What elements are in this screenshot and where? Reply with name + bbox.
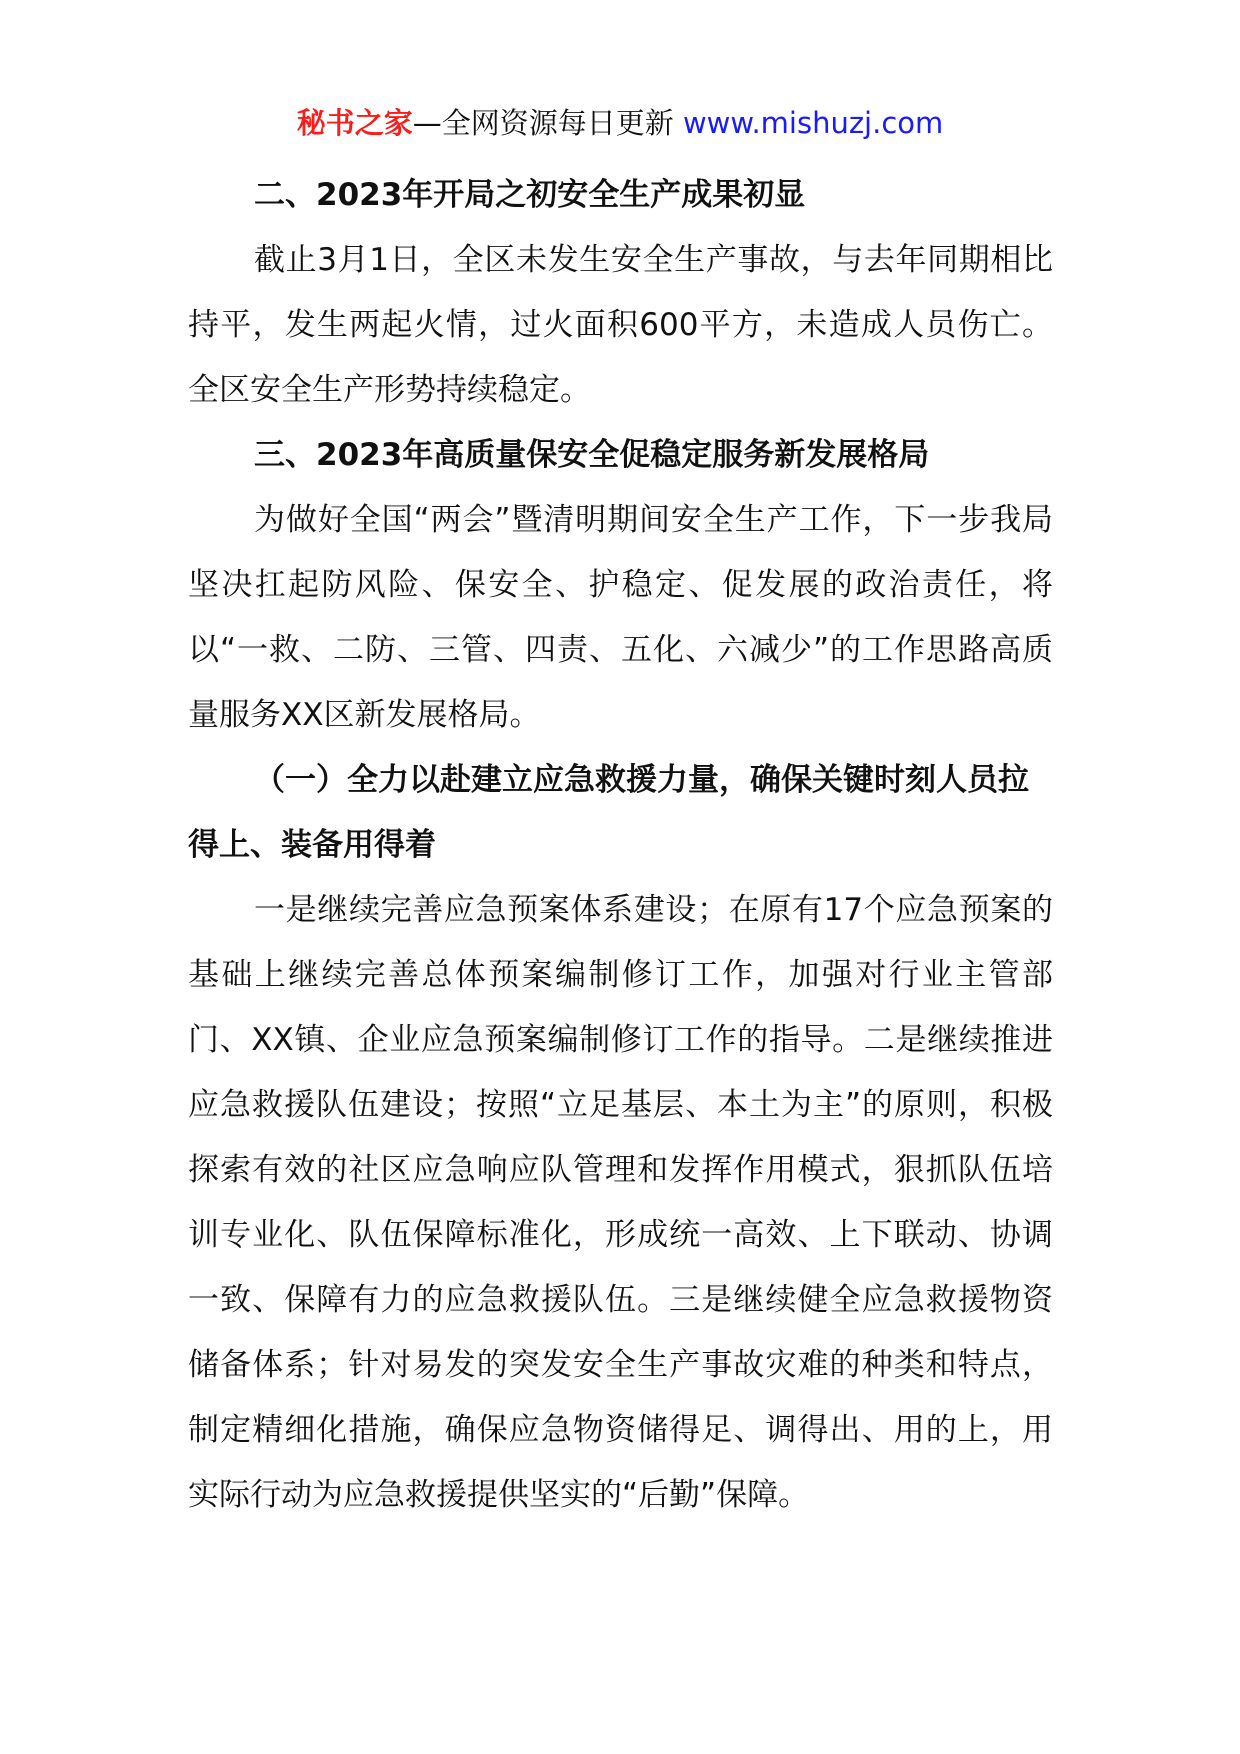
header-tagline: —全网资源每日更新 xyxy=(412,106,683,140)
brand-name: 秘书之家 xyxy=(296,106,413,140)
section-heading-3: 三、2023年高质量保安全促稳定服务新发展格局 xyxy=(254,437,930,473)
section-heading-2: 二、2023年开局之初安全生产成果初显 xyxy=(254,177,806,213)
paragraph-3: 为做好全国“两会”暨清明期间安全生产工作，下一步我局坚决扛起防风险、保安全、护稳定、促发展的政治责任，将以“一救、二防、三管、四责、五化、六减少”的工作思路高质量服务XX区新发展格局。 xyxy=(188,502,1053,733)
paragraph-2: 截止3月1日，全区未发生安全生产事故，与去年同期相比持平，发生两起火情，过火面积600平方，未造成人员伤亡。全区安全生产形势持续稳定。 xyxy=(188,242,1053,408)
website-link[interactable]: www.mishuzj.com xyxy=(682,106,944,140)
page-header xyxy=(0,102,1240,144)
subsection-heading-3-1: （一）全力以赴建立应急救援力量，确保关键时刻人员拉得上、装备用得着 xyxy=(188,762,1029,863)
document-body xyxy=(188,163,1053,1528)
paragraph-3-1: 一是继续完善应急预案体系建设；在原有17个应急预案的基础上继续完善总体预案编制修订工作，加强对行业主管部门、XX镇、企业应急预案编制修订工作的指导。二是继续推进应急救援队伍建设；按照“立足基层、本土为主”的原则，积极探索有效的社区应急响应队管理和发挥作用模式，狠抓队伍培训专业化、队伍保障标准化，形成统一高效、上下联动、协调一致、保障有力的应急救援队伍。三是继续健全应急救援物资储备体系；针对易发的突发安全生产事故灾难的种类和特点，制定精细化措施，确保应急物资储得足、调得出、用的上，用实际行动为应急救援提供坚实的“后勤”保障。 xyxy=(188,892,1053,1513)
